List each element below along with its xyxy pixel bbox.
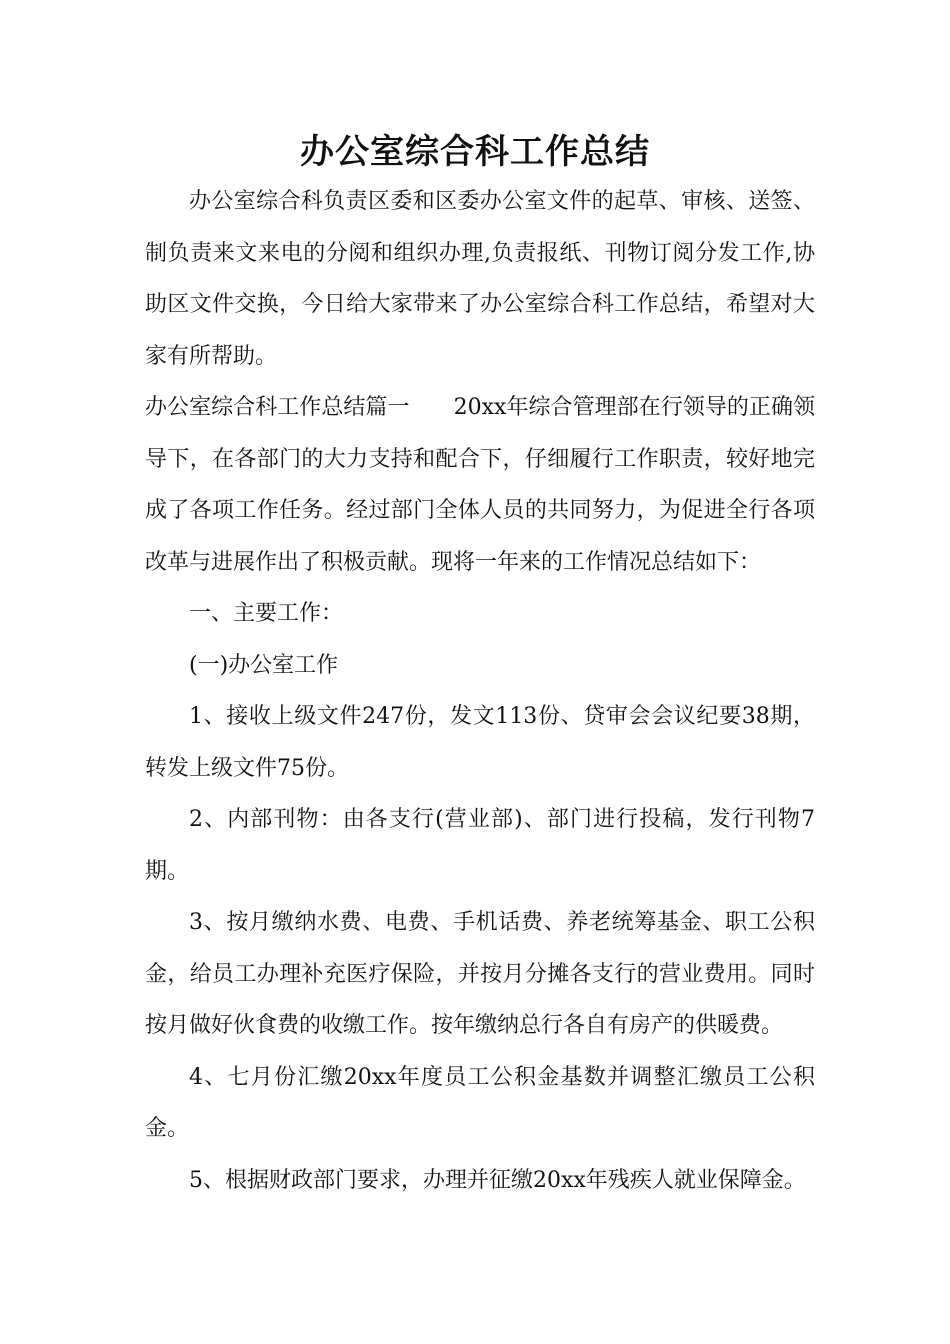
list-item-1: 1、接收上级文件247份，发文113份、贷审会会议纪要38期，转发上级文件75份。 <box>145 704 815 781</box>
subheading-office-work: (一)办公室工作 <box>189 652 339 678</box>
heading-main-work: 一、主要工作： <box>189 601 344 626</box>
list-item-3: 3、按月缴纳水费、电费、手机话费、养老统筹基金、职工公积金，给员工办理补充医疗保险，并按月分摊各支行的营业费用。同时按月做好伙食费的收缴工作。按年缴纳总行各自有房产的供暖费。 <box>145 910 815 1038</box>
list-item-4: 4、七月份汇缴20xx年度员工公积金基数并调整汇缴员工公积金。 <box>145 1064 815 1141</box>
document-title: 办公室综合科工作总结 <box>300 132 650 172</box>
intro-paragraph: 办公室综合科负责区委和区委办公室文件的起草、审核、送签、制负责来文来电的分阅和组织办理,负责报纸、刊物订阅分发工作,协助区文件交换，今日给大家带来了办公室综合科工作总结，希望对大家有所帮助。 <box>145 189 815 369</box>
document-body <box>145 176 815 1206</box>
section-paragraph-1: 办公室综合科工作总结篇一 20xx年综合管理部在行领导的正确领导下，在各部门的大力支持和配合下，仔细履行工作职责，较好地完成了各项工作任务。经过部门全体人员的共同努力，为促进全行各项改革与进展作出了积极贡献。现将一年来的工作情况总结如下： <box>145 395 815 575</box>
list-item-5: 5、根据财政部门要求，办理并征缴20xx年残疾人就业保障金。 <box>189 1167 806 1193</box>
list-item-2: 2、内部刊物：由各支行(营业部)、部门进行投稿，发行刊物7期。 <box>145 807 815 884</box>
